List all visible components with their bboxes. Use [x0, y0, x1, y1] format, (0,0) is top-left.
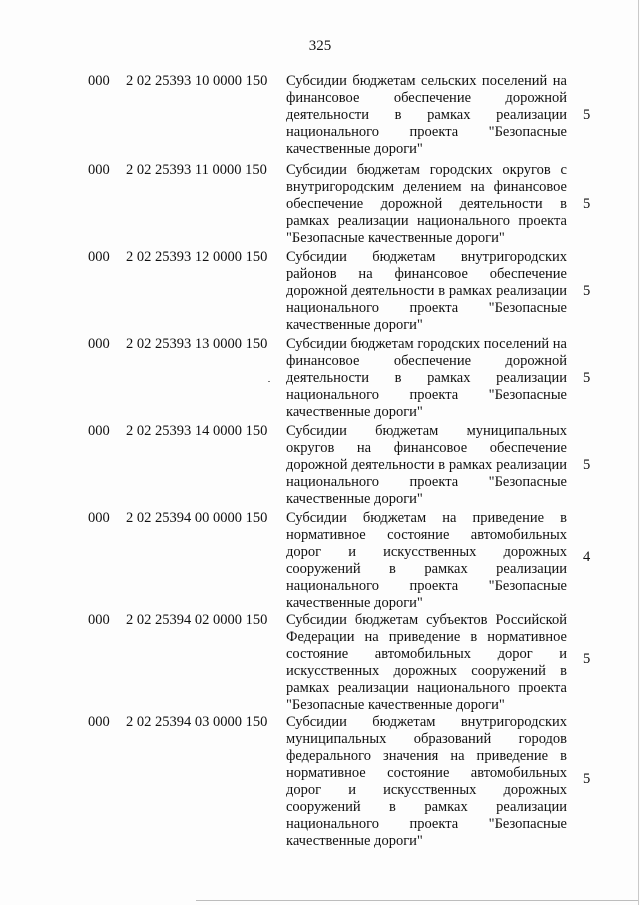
table-row [0, 162, 640, 246]
item-name: Субсидии бюджетам на приведение в нормативное состояние автомобильных дорог и искусственных дорожных сооружений в рамках реализации национального проекта "Безопасные качественные дороги" [286, 510, 567, 611]
scan-speck [268, 381, 270, 382]
item-value: 5 [583, 370, 591, 386]
item-value: 5 [583, 196, 591, 212]
item-name: Субсидии бюджетам городских поселений на финансовое обеспечение дорожной деятельности в рамках реализации национального проекта "Безопасные качественные дороги" [286, 336, 567, 420]
item-value: 5 [583, 457, 591, 473]
budget-code: 2 02 25393 14 0000 150 [126, 423, 268, 439]
budget-code: 2 02 25393 13 0000 150 [126, 336, 268, 352]
admin-code: 000 [88, 73, 110, 89]
table-row [0, 423, 640, 507]
item-name: Субсидии бюджетам муниципальных округов на финансовое обеспечение дорожной деятельности в рамках реализации национального проекта "Безопасные качественные дороги" [286, 423, 567, 507]
budget-code: 2 02 25394 00 0000 150 [126, 510, 268, 526]
table-row [0, 249, 640, 333]
item-value: 5 [583, 283, 591, 299]
item-name: Субсидии бюджетам внутригородских муниципальных образований городов федерального значения на приведение в нормативное состояние автомобильных дорог и искусственных дорожных сооружений в рамках реализации национального проекта "Безопасные качественные дороги" [286, 714, 567, 849]
budget-code: 2 02 25394 03 0000 150 [126, 714, 268, 730]
admin-code: 000 [88, 249, 110, 265]
item-name: Субсидии бюджетам субъектов Российской Федерации на приведение в нормативное состояние автомобильных дорог и искусственных дорожных сооружений в рамках реализации национального проекта "Безопасные качественные дороги" [286, 612, 567, 713]
table-row [0, 73, 640, 157]
table-row [0, 510, 640, 611]
item-value: 4 [583, 549, 591, 565]
budget-code: 2 02 25393 11 0000 150 [126, 162, 267, 178]
item-name: Субсидии бюджетам внутригородских районов на финансовое обеспечение дорожной деятельности в рамках реализации национального проекта "Безопасные качественные дороги" [286, 249, 567, 333]
item-name: Субсидии бюджетам городских округов с внутригородским делением на финансовое обеспечение дорожной деятельности в рамках реализации национального проекта "Безопасные качественные дороги" [286, 162, 567, 246]
page-number: 325 [308, 38, 332, 54]
admin-code: 000 [88, 162, 110, 178]
table-row [0, 336, 640, 420]
admin-code: 000 [88, 336, 110, 352]
item-name: Субсидии бюджетам сельских поселений на финансовое обеспечение дорожной деятельности в рамках реализации национального проекта "Безопасные качественные дороги" [286, 73, 567, 157]
item-value: 5 [583, 651, 591, 667]
item-value: 5 [583, 771, 591, 787]
admin-code: 000 [88, 510, 110, 526]
budget-code: 2 02 25394 02 0000 150 [126, 612, 268, 628]
table-row [0, 612, 640, 713]
scan-edge-bottom [196, 900, 638, 901]
admin-code: 000 [88, 714, 110, 730]
item-value: 5 [583, 107, 591, 123]
budget-code: 2 02 25393 12 0000 150 [126, 249, 268, 265]
table-row [0, 714, 640, 849]
budget-code: 2 02 25393 10 0000 150 [126, 73, 268, 89]
scan-edge-right [638, 0, 639, 905]
admin-code: 000 [88, 612, 110, 628]
admin-code: 000 [88, 423, 110, 439]
